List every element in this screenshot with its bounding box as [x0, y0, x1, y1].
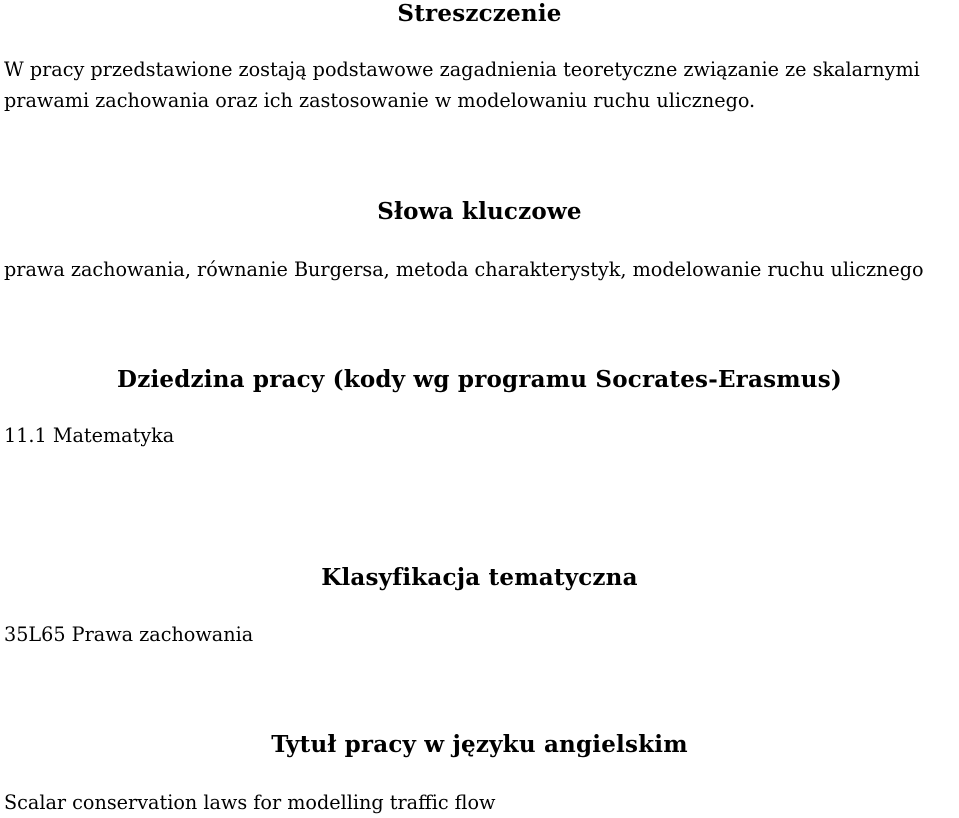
field-text: 11.1 Matematyka [4, 424, 175, 447]
english-title-text: Scalar conservation laws for modelling traffic flow [4, 791, 496, 814]
classification-heading: Klasyfikacja tematyczna [321, 564, 638, 591]
keywords-heading: Słowa kluczowe [377, 198, 582, 225]
keywords-text: prawa zachowania, równanie Burgersa, metoda charakterystyk, modelowanie ruchu ulicznego [4, 258, 924, 281]
classification-text: 35L65 Prawa zachowania [4, 623, 254, 646]
english-title-heading: Tytuł pracy w języku angielskim [271, 731, 688, 758]
abstract-line-1: W pracy przedstawione zostają podstawowe zagadnienia teoretyczne związanie ze skalarnymi [4, 58, 920, 81]
field-heading: Dziedzina pracy (kody wg programu Socrates-Erasmus) [117, 366, 842, 393]
abstract-heading: Streszczenie [397, 0, 562, 27]
abstract-text [4, 54, 959, 116]
abstract-line-2: prawami zachowania oraz ich zastosowanie w modelowaniu ruchu ulicznego. [4, 89, 756, 112]
